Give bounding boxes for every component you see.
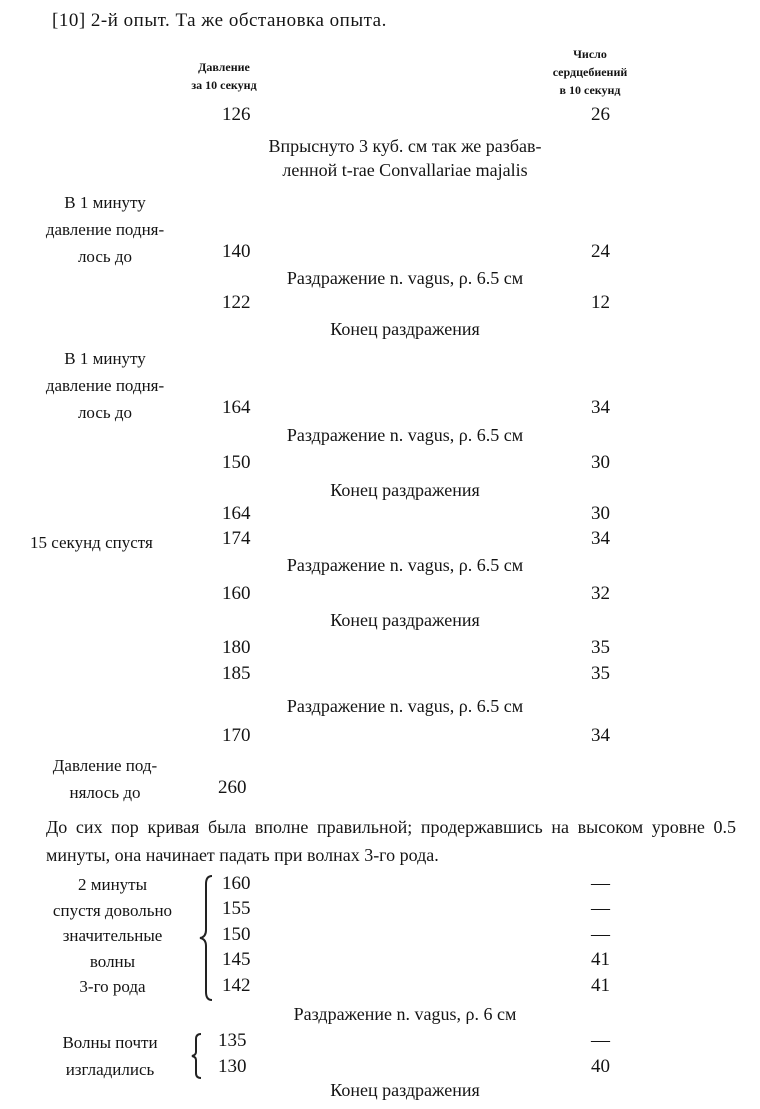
beats-value: 12: [591, 292, 610, 313]
pressure-value: 140: [222, 241, 251, 262]
pressure-value: 164: [222, 503, 251, 524]
side-label-line: значительные: [62, 926, 163, 946]
pressure-header: [168, 58, 280, 94]
side-label-line: В 1 минуту: [64, 193, 146, 212]
stimulation-note: Раздражение n. vagus, ρ. 6.5 см: [286, 555, 524, 575]
pressure-value: 145: [222, 949, 251, 970]
side-label-line: нялось до: [69, 783, 141, 802]
side-label-line: В 1 минуту: [64, 349, 146, 368]
pressure-value: 122: [222, 292, 251, 313]
side-label-line: изгладились: [65, 1060, 155, 1079]
pressure-value: 160: [222, 873, 251, 894]
pressure-value: 150: [222, 452, 251, 473]
pressure-value: 130: [218, 1056, 247, 1077]
pressure-value: 155: [222, 898, 251, 919]
beats-value: 30: [591, 503, 610, 524]
pressure-value: 164: [222, 397, 251, 418]
beats-value: 30: [591, 452, 610, 473]
curly-brace-icon: [190, 1032, 204, 1080]
side-label-line: Волны почти: [62, 1033, 158, 1052]
beats-value: 26: [591, 104, 610, 125]
beats-value: —: [591, 1030, 610, 1051]
curly-brace-icon: [198, 874, 216, 1002]
beats-value: 34: [591, 528, 610, 549]
pressure-value: 150: [222, 924, 251, 945]
side-label-line: давление подня-: [45, 220, 165, 239]
heartbeats-header-line: в 10 секунд: [559, 83, 621, 97]
side-label-line: давление подня-: [45, 376, 165, 395]
stimulation-note: Раздражение n. vagus, ρ. 6.5 см: [286, 268, 524, 288]
stimulation-note: Раздражение n. vagus, ρ. 6 см: [293, 1004, 517, 1024]
pressure-header-line: за 10 секунд: [191, 78, 257, 92]
pressure-value: 185: [222, 663, 251, 684]
side-label-line: лось до: [77, 247, 133, 266]
side-label-line: лось до: [77, 403, 133, 422]
side-label: [30, 189, 180, 270]
beats-value: 41: [591, 975, 610, 996]
beats-value: 35: [591, 637, 610, 658]
beats-value: 41: [591, 949, 610, 970]
pressure-value: 174: [222, 528, 251, 549]
pressure-value: 180: [222, 637, 251, 658]
beats-value: 40: [591, 1056, 610, 1077]
side-label-line: спустя довольно: [52, 900, 173, 920]
pressure-value: 170: [222, 725, 251, 746]
beats-value: 32: [591, 583, 610, 604]
side-label-line: Давление под-: [52, 756, 158, 775]
side-label: [30, 1029, 190, 1083]
injection-note: Впрыснуто 3 куб. см так же разбав-: [268, 136, 542, 156]
heartbeats-header-line: Число: [573, 47, 607, 61]
beats-value: 35: [591, 663, 610, 684]
heartbeats-header: [530, 45, 650, 99]
pressure-value: 260: [218, 777, 247, 798]
beats-value: 34: [591, 397, 610, 418]
body-paragraph: До сих пор кривая была вполне правильной; продержавшись на высоком уровне 0.5 минуты, она начинает падать при волнах 3-го рода.: [46, 817, 736, 865]
pressure-value: 126: [222, 104, 251, 125]
pressure-value: 135: [218, 1030, 247, 1051]
beats-value: 24: [591, 241, 610, 262]
side-label-line: 2 минуты: [77, 875, 148, 894]
experiment-title: [10] 2-й опыт. Та же обстановка опыта.: [52, 10, 387, 31]
pressure-value: 142: [222, 975, 251, 996]
pressure-value: 160: [222, 583, 251, 604]
end-stimulation-note: Конец раздражения: [330, 610, 480, 630]
beats-value: —: [591, 873, 610, 894]
beats-value: —: [591, 924, 610, 945]
end-stimulation-note: Конец раздражения: [330, 1080, 480, 1100]
stimulation-note: Раздражение n. vagus, ρ. 6.5 см: [286, 425, 524, 445]
heartbeats-header-line: сердцебиений: [552, 65, 628, 79]
injection-note: ленной t-rae Convallariae majalis: [282, 160, 528, 180]
side-label: [30, 752, 180, 806]
side-label-line: волны: [89, 951, 136, 971]
beats-value: 34: [591, 725, 610, 746]
side-label: [30, 345, 180, 426]
side-label: 15 секунд спустя: [30, 533, 153, 552]
side-label-line: 3-го рода: [79, 977, 146, 997]
stimulation-note: Раздражение n. vagus, ρ. 6.5 см: [286, 696, 524, 716]
beats-value: —: [591, 898, 610, 919]
pressure-header-line: Давление: [198, 60, 250, 74]
end-stimulation-note: Конец раздражения: [330, 319, 480, 339]
end-stimulation-note: Конец раздражения: [330, 480, 480, 500]
side-label: [30, 872, 195, 1000]
